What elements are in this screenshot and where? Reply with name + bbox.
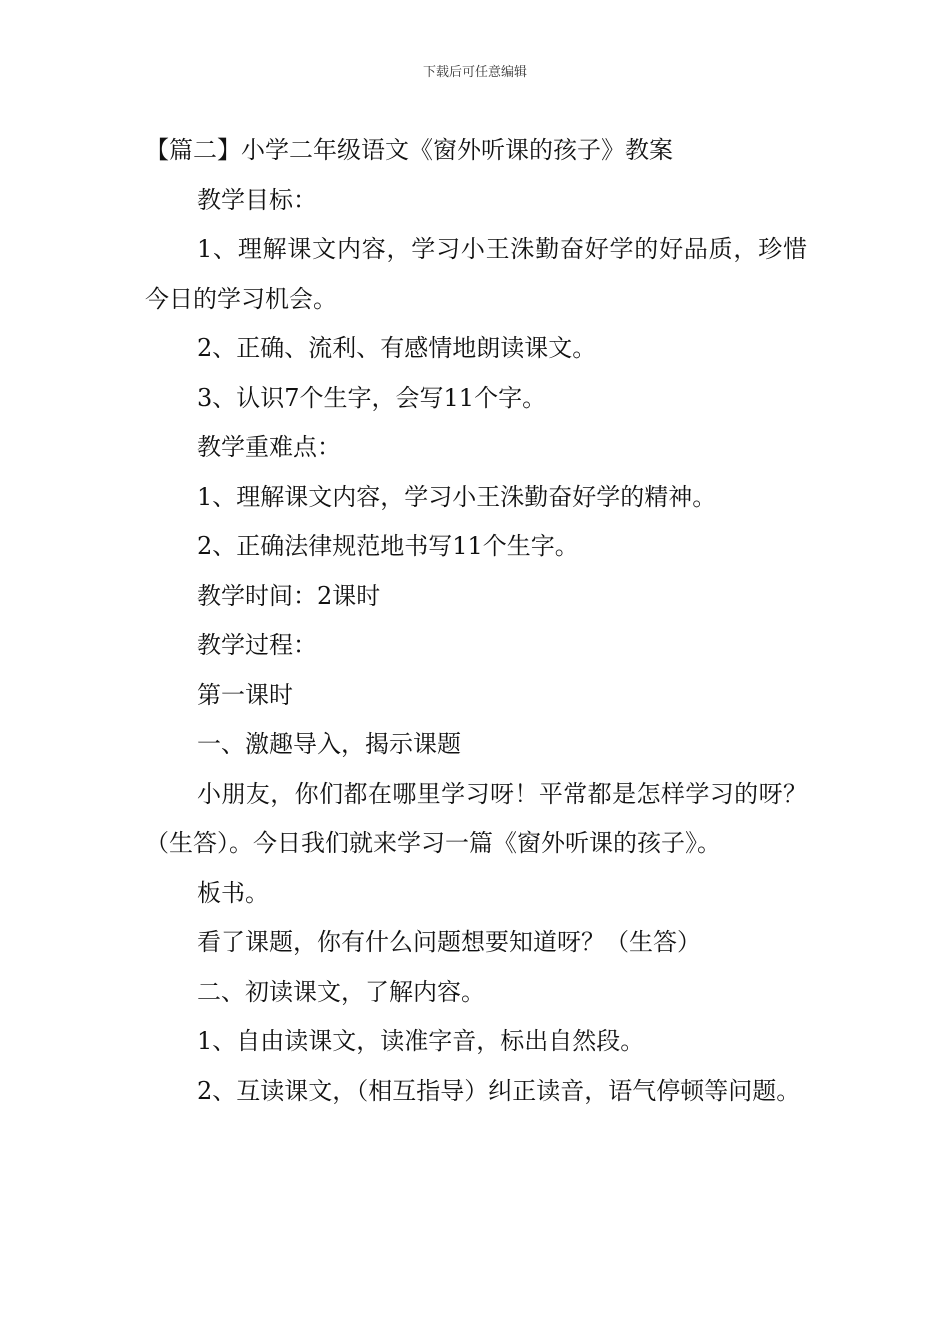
section-1-paragraph: 小朋友，你们都在哪里学习呀！平常都是怎样学习的呀？（生答）。今日我们就来学习一篇《窗外听课的孩子》。 [145, 779, 807, 857]
lesson-1-heading: 第一课时 [197, 680, 293, 709]
objective-3: 3、认识7个生字，会写11个字。 [197, 383, 547, 412]
board-note: 板书。 [197, 878, 269, 907]
objective-1: 1、理解课文内容，学习小王洙勤奋好学的好品质，珍惜今日的学习机会。 [145, 235, 807, 313]
objectives-heading: 教学目标： [197, 185, 317, 214]
document-body [145, 126, 807, 1116]
step-1: 1、自由读课文，读准字音，标出自然段。 [197, 1027, 645, 1055]
step-2: 2、互读课文，（相互指导）纠正读音，语气停顿等问题。 [197, 1076, 801, 1105]
key-point-1: 1、理解课文内容，学习小王洙勤奋好学的精神。 [197, 482, 717, 511]
teaching-time: 教学时间：2课时 [197, 581, 381, 610]
title-question: 看了课题，你有什么问题想要知道呀？（生答） [197, 928, 701, 956]
section-1-title: 一、激趣导入，揭示课题 [197, 730, 461, 758]
page-header-note: 下载后可任意编辑 [422, 65, 527, 80]
document-title: 【篇二】小学二年级语文《窗外听课的孩子》教案 [145, 136, 673, 164]
section-2-title: 二、初读课文，了解内容。 [197, 977, 485, 1006]
key-point-2: 2、正确法律规范地书写11个生字。 [197, 532, 579, 560]
objective-2: 2、正确、流利、有感情地朗读课文。 [197, 334, 597, 362]
key-points-heading: 教学重难点： [197, 433, 341, 461]
process-heading: 教学过程： [197, 631, 317, 659]
